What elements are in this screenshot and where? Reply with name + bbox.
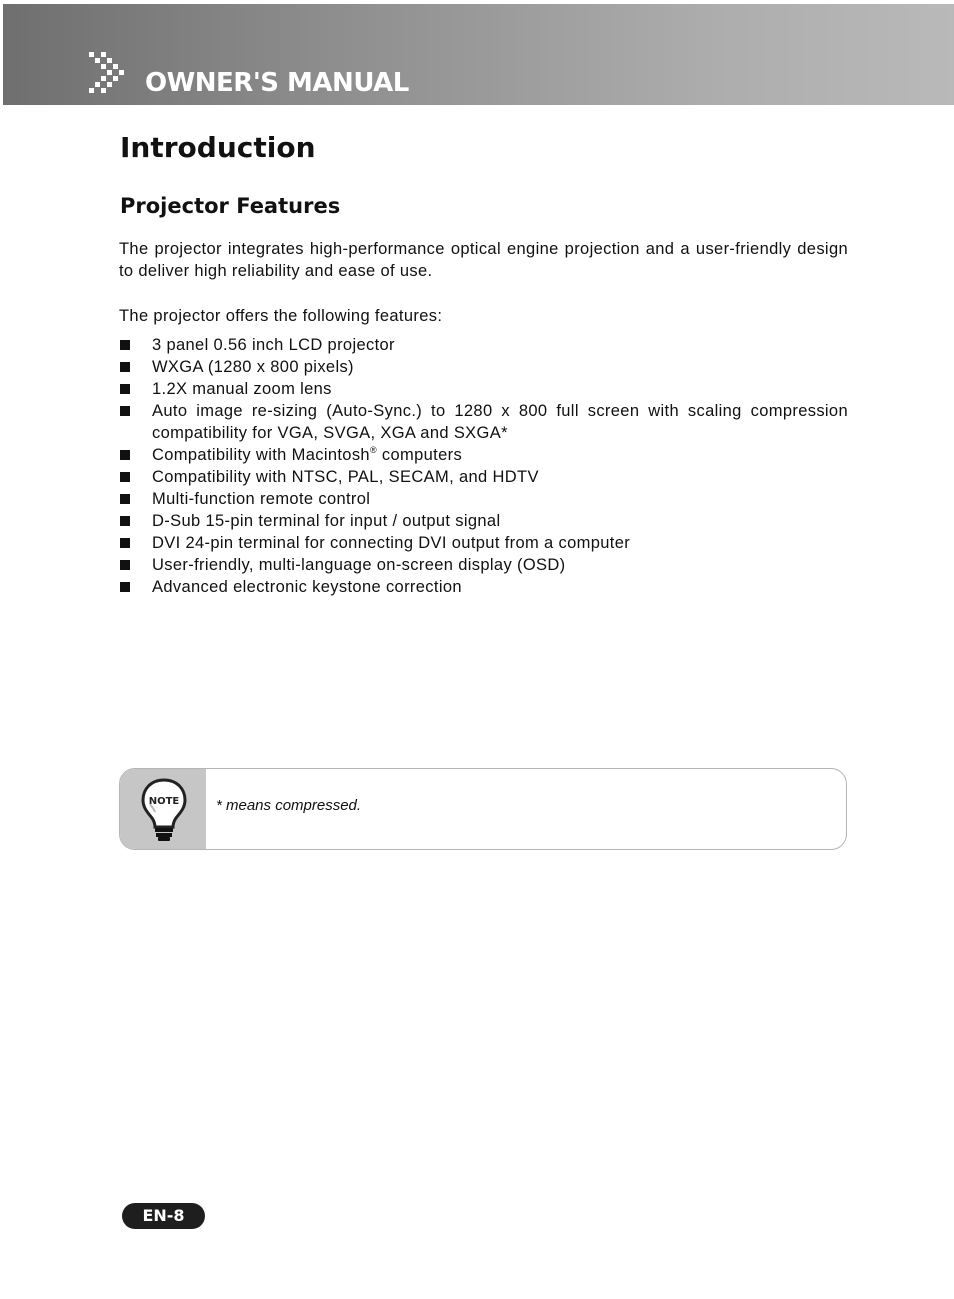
note-box bbox=[119, 768, 847, 850]
list-item: Multi-function remote control bbox=[119, 488, 848, 510]
note-sidebar bbox=[120, 769, 206, 849]
feature-list bbox=[119, 334, 848, 598]
svg-text:NOTE: NOTE bbox=[148, 796, 180, 807]
list-item: WXGA (1280 x 800 pixels) bbox=[119, 356, 848, 378]
header-banner bbox=[3, 4, 954, 105]
list-item: Compatibility with NTSC, PAL, SECAM, and HDTV bbox=[119, 466, 848, 488]
list-item: 3 panel 0.56 inch LCD projector bbox=[119, 334, 848, 356]
double-chevron-icon bbox=[87, 50, 131, 96]
square-bullet-icon bbox=[120, 340, 130, 350]
features-intro: The projector offers the following features: bbox=[119, 307, 443, 325]
page-title: Introduction bbox=[120, 131, 316, 164]
note-text: * means compressed. bbox=[216, 797, 362, 814]
list-item: User-friendly, multi-language on-screen display (OSD) bbox=[119, 554, 848, 576]
square-bullet-icon bbox=[120, 538, 130, 548]
list-item: D-Sub 15-pin terminal for input / output signal bbox=[119, 510, 848, 532]
square-bullet-icon bbox=[120, 472, 130, 482]
page-number-badge: EN-8 bbox=[122, 1203, 205, 1229]
list-item: Auto image re-sizing (Auto-Sync.) to 1280 x 800 full screen with scaling compression compatibility for VGA, SVGA, XGA and SXGA* bbox=[119, 400, 848, 444]
section-subtitle: Projector Features bbox=[120, 194, 341, 218]
square-bullet-icon bbox=[120, 516, 130, 526]
intro-paragraph: The projector integrates high-performance optical engine projection and a user-friendly design to deliver high reliability and ease of use. bbox=[119, 240, 848, 280]
square-bullet-icon bbox=[120, 450, 130, 460]
square-bullet-icon bbox=[120, 582, 130, 592]
square-bullet-icon bbox=[120, 362, 130, 372]
list-item: 1.2X manual zoom lens bbox=[119, 378, 848, 400]
list-item: Compatibility with Macintosh® computers bbox=[119, 444, 848, 466]
list-item: Advanced electronic keystone correction bbox=[119, 576, 848, 598]
lightbulb-note-icon bbox=[140, 777, 188, 843]
list-item: DVI 24-pin terminal for connecting DVI output from a computer bbox=[119, 532, 848, 554]
square-bullet-icon bbox=[120, 560, 130, 570]
square-bullet-icon bbox=[120, 494, 130, 504]
registered-mark: ® bbox=[369, 444, 377, 455]
square-bullet-icon bbox=[120, 406, 130, 416]
square-bullet-icon bbox=[120, 384, 130, 394]
manual-title: OWNER'S MANUAL bbox=[145, 68, 409, 98]
